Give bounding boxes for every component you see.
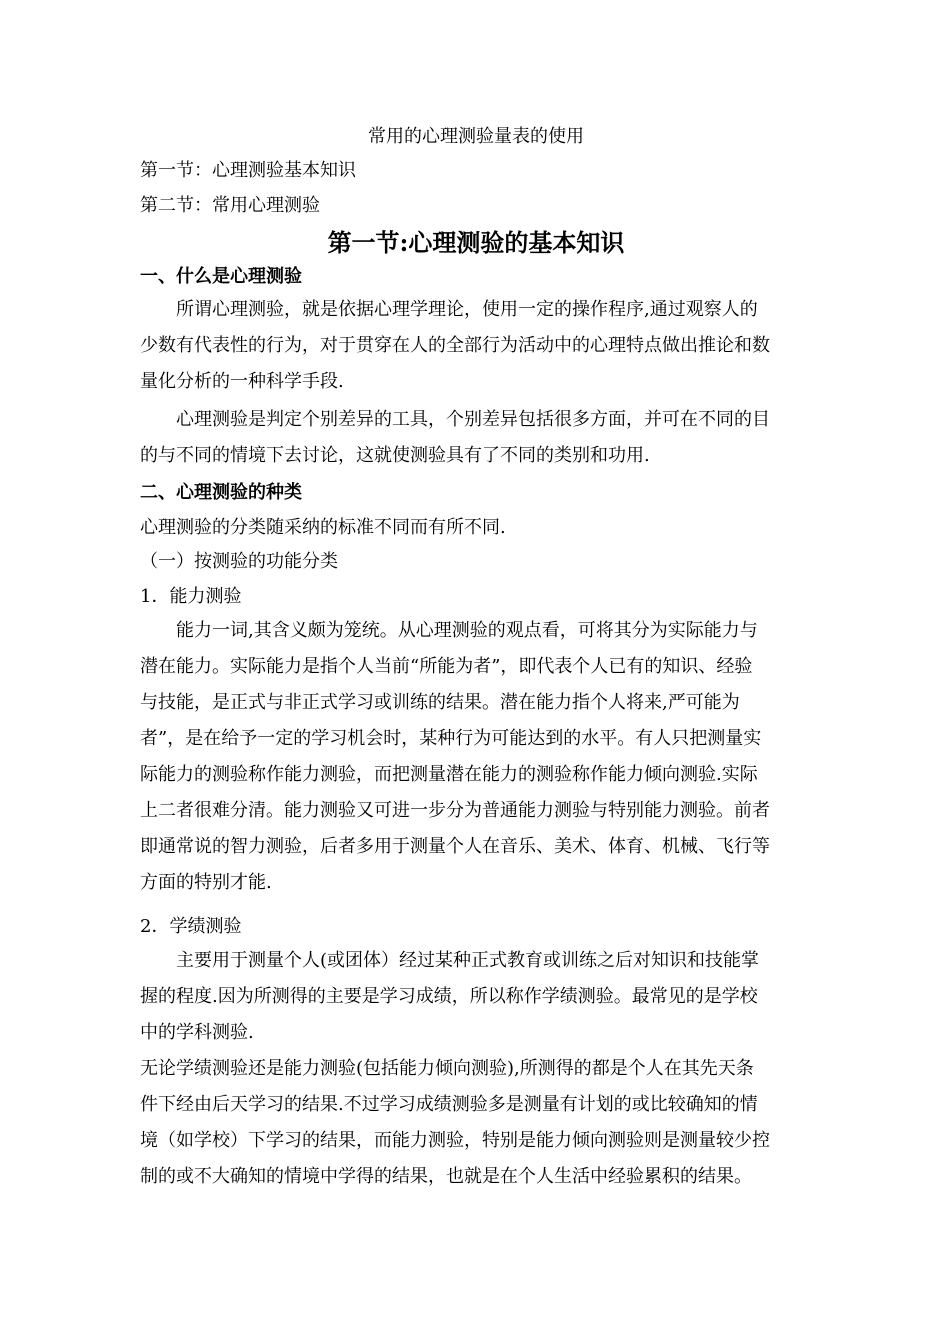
paragraph-line: 心理测验是判定个别差异的工具，个别差异包括很多方面，并可在不同的目	[176, 409, 770, 430]
paragraph-line: 上二者很难分清。能力测验又可进一步分为普通能力测验与特别能力测验。前者	[140, 800, 770, 821]
toc-item-2	[140, 196, 812, 216]
paragraph-definition	[140, 292, 812, 400]
paragraph-line: 与技能，是正式与非正式学习或训练的结果。潜在能力指个人将来,严可能为	[140, 692, 740, 713]
item-achievement-test-text: 2．学绩测验	[140, 916, 242, 937]
paragraph-line: 量化分析的一种科学手段.	[140, 371, 344, 392]
paragraph-line: 即通常说的智力测验，后者多用于测量个人在音乐、美术、体育、机械、飞行等	[140, 836, 770, 857]
document-title-text: 常用的心理测验量表的使用	[368, 126, 584, 147]
heading-types-text: 二、心理测验的种类	[140, 482, 302, 503]
paragraph-line: 境（如学校）下学习的结果，而能力测验，特别是能力倾向测验则是测量较少控	[140, 1130, 770, 1151]
subheading-by-function	[140, 552, 812, 572]
section-heading	[140, 228, 812, 258]
toc-item-2-text: 第二节：常用心理测验	[140, 195, 320, 216]
toc-item-1-text: 第一节：心理测验基本知识	[140, 160, 356, 181]
paragraph-line: 少数有代表性的行为，对于贯穿在人的全部行为活动中的心理特点做出推论和数	[140, 335, 770, 356]
paragraph-line: 中的学科测验.	[140, 1022, 254, 1043]
paragraph-line: 者”，是在给予一定的学习机会时，某种行为可能达到的水平。有人只把测量实	[140, 728, 762, 749]
subheading-by-function-text: （一）按测验的功能分类	[140, 551, 338, 572]
paragraph-line: 制的或不大确知的情境中学得的结果，也就是在个人生活中经验累积的结果。	[140, 1166, 752, 1187]
item-achievement-test	[140, 917, 812, 937]
paragraph-line: 主要用于测量个人(或团体）经过某种正式教育或训练之后对知识和技能掌	[176, 950, 760, 971]
paragraph-line: 握的程度.因为所测得的主要是学习成绩，所以称作学绩测验。最常见的是学校	[140, 986, 758, 1007]
paragraph-line: 无论学绩测验还是能力测验(包括能力倾向测验),所测得的都是个人在其先天条	[140, 1058, 754, 1079]
paragraph-comparison	[140, 1051, 812, 1195]
item-ability-test-text: 1．能力测验	[140, 586, 242, 607]
section-heading-text: 第一节:心理测验的基本知识	[327, 228, 625, 257]
paragraph-line: 件下经由后天学习的结果.不过学习成绩测验多是测量有计划的或比较确知的情	[140, 1094, 758, 1115]
types-intro-text: 心理测验的分类随采纳的标准不同而有所不同.	[140, 517, 506, 538]
paragraph-line: 的与不同的情境下去讨论，这就使测验具有了不同的类别和功用.	[140, 445, 650, 466]
paragraph-achievement	[140, 943, 812, 1051]
heading-types	[140, 483, 812, 503]
paragraph-line: 潜在能力。实际能力是指个人当前“所能为者”，即代表个人已有的知识、经验	[140, 656, 753, 677]
paragraph-line: 际能力的测验称作能力测验，而把测量潜在能力的测验称作能力倾向测验.实际	[140, 764, 758, 785]
paragraph-line: 能力一词,其含义颇为笼统。从心理测验的观点看，可将其分为实际能力与	[176, 620, 758, 641]
types-intro	[140, 518, 812, 538]
paragraph-individual-differences	[140, 402, 812, 474]
paragraph-line: 方面的特别才能.	[140, 872, 272, 893]
paragraph-ability	[140, 613, 812, 901]
heading-what-is	[140, 267, 812, 287]
heading-what-is-text: 一、什么是心理测验	[140, 266, 302, 287]
paragraph-line: 所谓心理测验，就是依据心理学理论，使用一定的操作程序,通过观察人的	[176, 299, 758, 320]
document-title	[140, 127, 812, 147]
item-ability-test	[140, 587, 812, 607]
toc-item-1	[140, 161, 812, 181]
